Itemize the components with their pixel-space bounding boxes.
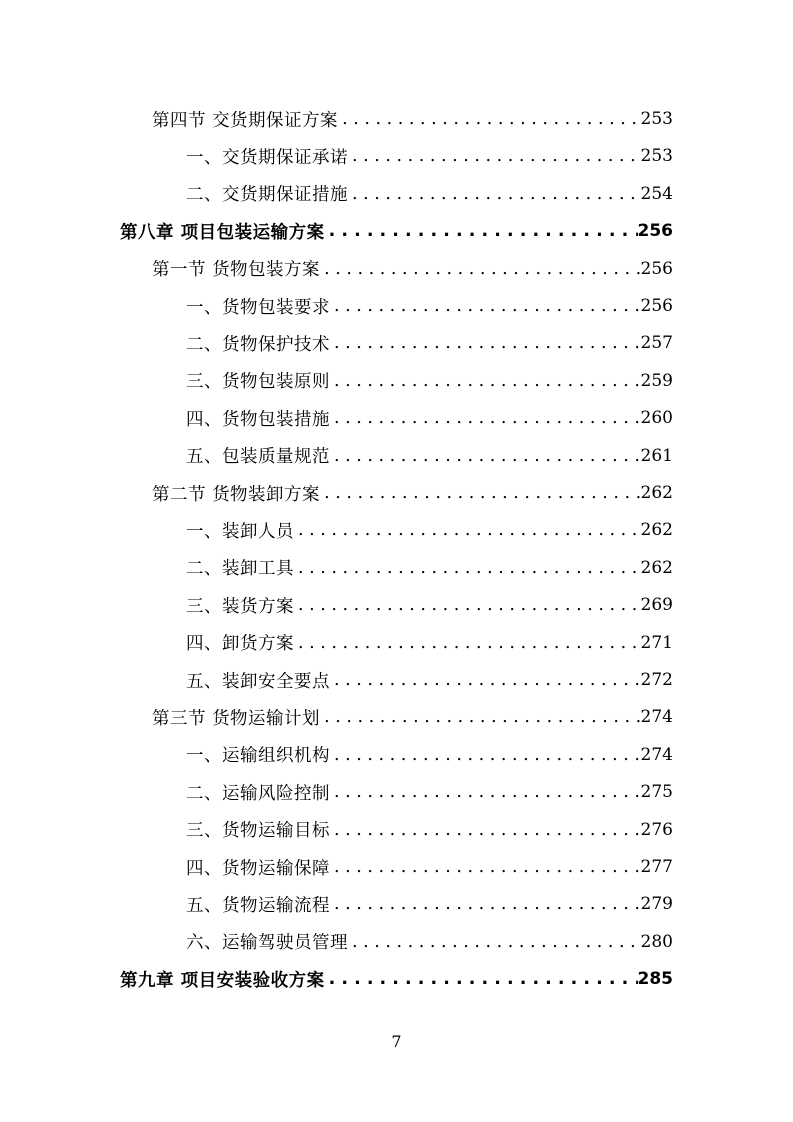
toc-leader-dots	[330, 889, 641, 919]
toc-entry-label: 第八章 项目包装运输方案	[120, 222, 325, 243]
toc-entry-label: 五、货物运输流程	[186, 895, 330, 916]
toc-entry-page: 277	[640, 857, 673, 877]
toc-entry-page: 259	[640, 370, 673, 391]
toc-entry-page: 253	[640, 109, 673, 129]
toc-entry-page: 274	[640, 707, 673, 728]
toc-leader-dots	[330, 777, 641, 807]
toc-leader-dots	[330, 328, 641, 358]
toc-subsection-entry[interactable]	[186, 590, 673, 620]
toc-entry-label: 一、交货期保证承诺	[186, 147, 348, 168]
toc-leader-dots	[348, 927, 641, 957]
toc-subsection-entry[interactable]	[186, 927, 673, 957]
toc-subsection-entry[interactable]	[186, 665, 673, 695]
toc-entry-label: 二、装卸工具	[186, 559, 294, 580]
toc-entry-page: 262	[640, 520, 673, 541]
toc-entry-label: 五、包装质量规范	[186, 447, 330, 468]
toc-leader-dots	[294, 553, 641, 583]
toc-leader-dots	[294, 590, 641, 620]
toc-entry-page: 274	[640, 744, 673, 765]
toc-chapter-entry[interactable]	[120, 964, 673, 994]
toc-entry-label: 第一节 货物包装方案	[152, 260, 321, 281]
toc-leader-dots	[330, 740, 641, 770]
toc-leader-dots	[348, 179, 641, 209]
toc-subsection-entry[interactable]	[186, 179, 673, 209]
toc-entry-label: 六、运输驾驶员管理	[186, 933, 348, 954]
toc-entry-label: 五、装卸安全要点	[186, 671, 330, 692]
toc-subsection-entry[interactable]	[186, 852, 673, 882]
toc-entry-page: 280	[640, 931, 673, 952]
toc-entry-label: 三、装货方案	[186, 596, 294, 617]
page-number: 7	[391, 1032, 402, 1051]
toc-entry-label: 一、货物包装要求	[186, 297, 330, 318]
toc-leader-dots	[330, 852, 641, 882]
toc-entry-label: 四、货物包装措施	[186, 409, 330, 430]
toc-entry-page: 279	[640, 894, 673, 915]
toc-entry-page: 253	[640, 146, 673, 167]
toc-leader-dots	[325, 216, 638, 246]
toc-entry-label: 第四节 交货期保证方案	[152, 110, 339, 131]
toc-entry-page: 275	[640, 782, 673, 803]
toc-leader-dots	[294, 628, 641, 658]
toc-subsection-entry[interactable]	[186, 441, 673, 471]
toc-entry-page: 271	[640, 632, 673, 653]
toc-entry-page: 285	[637, 969, 673, 990]
toc-subsection-entry[interactable]	[186, 628, 673, 658]
toc-section-entry[interactable]	[152, 254, 673, 284]
toc-entry-page: 269	[640, 595, 673, 616]
toc-leader-dots	[330, 441, 641, 471]
toc-subsection-entry[interactable]	[186, 815, 673, 845]
toc-entry-label: 三、货物运输目标	[186, 821, 330, 842]
toc-leader-dots	[330, 291, 641, 321]
toc-entry-page: 256	[640, 296, 673, 316]
toc-subsection-entry[interactable]	[186, 740, 673, 770]
toc-subsection-entry[interactable]	[186, 889, 673, 919]
toc-chapter-entry[interactable]	[120, 216, 673, 246]
toc-subsection-entry[interactable]	[186, 515, 673, 545]
toc-entry-label: 一、运输组织机构	[186, 746, 330, 767]
toc-leader-dots	[320, 478, 640, 508]
toc-entry-page: 272	[640, 670, 673, 690]
toc-subsection-entry[interactable]	[186, 403, 673, 433]
toc-leader-dots	[338, 104, 640, 134]
toc-leader-dots	[330, 403, 641, 433]
toc-leader-dots	[320, 254, 640, 284]
toc-entry-page: 261	[640, 445, 673, 466]
toc-entry-page: 254	[640, 183, 673, 204]
toc-leader-dots	[330, 815, 641, 845]
toc-leader-dots	[330, 366, 641, 396]
toc-subsection-entry[interactable]	[186, 366, 673, 396]
toc-entry-label: 四、卸货方案	[186, 634, 294, 655]
toc-section-entry[interactable]	[152, 104, 673, 134]
toc-subsection-entry[interactable]	[186, 291, 673, 321]
toc-entry-label: 一、装卸人员	[186, 521, 294, 542]
toc-entry-page: 262	[640, 483, 673, 503]
toc-leader-dots	[330, 665, 641, 695]
toc-entry-label: 第三节 货物运输计划	[152, 708, 321, 729]
toc-leader-dots	[325, 964, 638, 994]
toc-entry-label: 三、货物包装原则	[186, 372, 330, 393]
toc-entry-page: 260	[640, 408, 673, 429]
toc-entry-label: 第二节 货物装卸方案	[152, 484, 321, 505]
toc-entry-page: 276	[640, 819, 673, 840]
toc-leader-dots	[320, 702, 640, 732]
toc-leader-dots	[294, 515, 641, 545]
toc-subsection-entry[interactable]	[186, 553, 673, 583]
toc-entry-label: 第九章 项目安装验收方案	[120, 970, 325, 991]
toc-subsection-entry[interactable]	[186, 141, 673, 171]
toc-entry-label: 四、货物运输保障	[186, 858, 330, 879]
toc-section-entry[interactable]	[152, 702, 673, 732]
toc-entry-page: 262	[640, 557, 673, 578]
toc-entry-page: 256	[640, 258, 673, 279]
toc-leader-dots	[348, 141, 641, 171]
toc-entry-label: 二、交货期保证措施	[186, 185, 348, 206]
toc-entry-page: 257	[640, 333, 673, 354]
toc-subsection-entry[interactable]	[186, 328, 673, 358]
toc-entry-page: 256	[637, 221, 673, 242]
toc-entry-label: 二、运输风险控制	[186, 783, 330, 804]
toc-section-entry[interactable]	[152, 478, 673, 508]
toc-entry-label: 二、货物保护技术	[186, 334, 330, 355]
toc-subsection-entry[interactable]	[186, 777, 673, 807]
